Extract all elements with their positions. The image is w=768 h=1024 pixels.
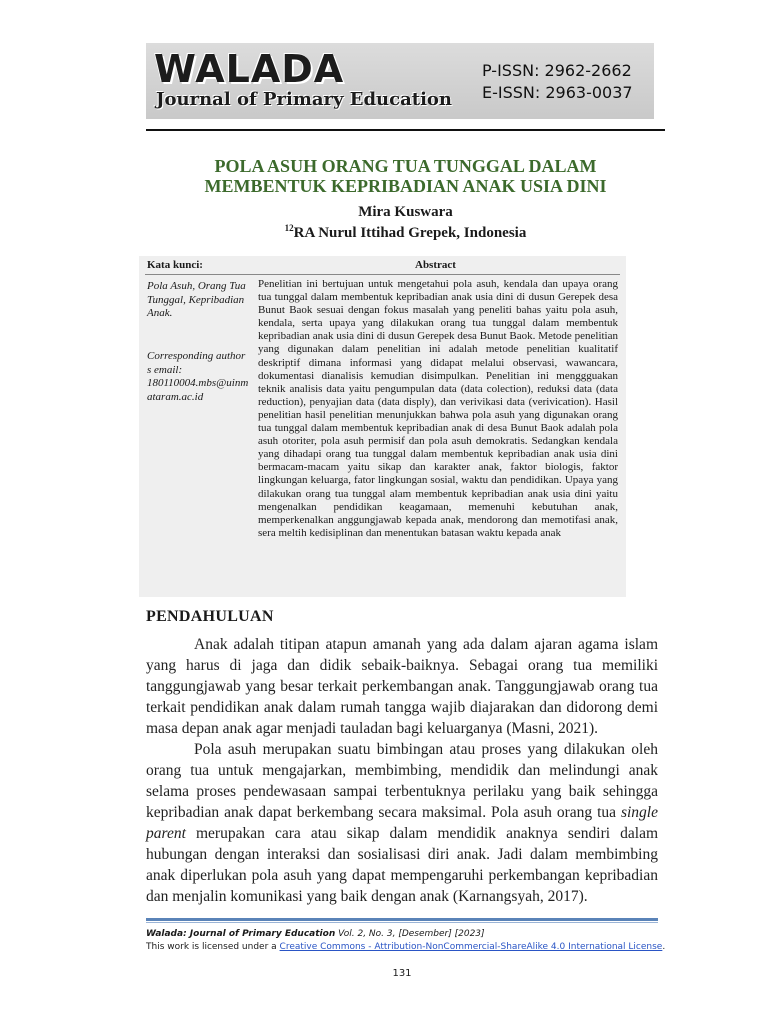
footer-divider-thin [146, 922, 658, 923]
body-text [146, 634, 658, 907]
title-line-2: MEMBENTUK KEPRIBADIAN ANAK USIA DINI [204, 176, 607, 196]
journal-logo-subtitle: Journal of Primary Education [156, 89, 452, 110]
license-link[interactable]: Creative Commons - Attribution-NonCommercial-ShareAlike 4.0 International License [279, 942, 663, 952]
author-name: Mira Kuswara [358, 204, 453, 220]
article-title [146, 156, 665, 196]
abstract-label: Abstract [415, 259, 456, 271]
journal-banner [146, 43, 654, 119]
affiliation-text: RA Nurul Ittihad Grepek, Indonesia [293, 225, 527, 241]
license-prefix: This work is licensed under a [146, 942, 277, 952]
p-issn: P-ISSN: 2962-2662 [482, 61, 632, 80]
title-line-1: POLA ASUH ORANG TUA TUNGGAL DALAM [214, 156, 597, 176]
footer-license [146, 942, 665, 952]
footer-divider [146, 918, 658, 921]
italic-term: single parent [146, 804, 658, 842]
page-number: 131 [392, 968, 412, 979]
abstract-box [139, 256, 626, 597]
license-suffix: . [662, 942, 666, 952]
journal-logo-title: WALADA [154, 47, 345, 91]
footer-citation [146, 929, 485, 939]
footer-journal-name: Walada: Journal of Primary Education [146, 929, 336, 939]
paragraph-part: Pola asuh merupakan suatu bimbingan atau proses yang dilakukan oleh orang tua untuk mengajarkan, membimbing, mendidik dan melindungi anak selama proses pendewasaan sampai terbentuknya perilaku yang baik sehingga kepribadian anak dapat berkembang secara maksimal. Pola asuh orang tua [146, 741, 658, 821]
keywords-list: Pola Asuh, Orang Tua Tunggal, Kepribadian Anak. [147, 280, 246, 319]
footer-volume: Vol. 2, No. 3, [Desember] [2023] [338, 929, 485, 939]
affiliation-superscript: 12 [284, 223, 294, 233]
e-issn: E-ISSN: 2963-0037 [482, 83, 633, 102]
corresponding-email[interactable]: 180110004.mbs@uinmataram.ac.id [147, 377, 249, 403]
corresponding-label: Corresponding authors email: [147, 350, 246, 376]
keywords-label: Kata kunci: [147, 259, 203, 271]
header-divider [146, 129, 665, 131]
abstract-header-divider [145, 274, 620, 275]
author-affiliation [146, 223, 665, 242]
corresponding-author [147, 350, 249, 404]
paragraph [146, 739, 658, 907]
paragraph-part: merupakan cara atau sikap dalam mendidik anaknya sendiri dalam hubungan dengan interaksi dan sosialisasi diri anak. Jadi dalam membimbing anak diperlukan pola asuh yang dapat mempengaruhi perkembangan kepribadian dan menjalin komunikasi yang baik dengan anak (Karnangsyah, 2017). [146, 825, 659, 905]
abstract-text: Penelitian ini bertujuan untuk mengetahui pola asuh, kendala dan upaya orang tua tunggal dalam membentuk kepribadian anak usia dini di dusun Gerepek desa Bunut Baok sesuai dengan fokus masalah yang peneliti bahas yaitu pola asuh, kendala, serta upaya yang dilakukan orang tua tunggal dalam membentuk kepribadian anak usia dini di dusun Gerepek desa Bunut Baok. Metode penelitian yang digunakan dalam penelitian ini adalah metode penelitian kualitatif deskriptif dimana informasi yang didapat melalui observasi, wawancara, dokumentasi dianalisis kemudian disimpulkan. Penelitian ini menggguakan teknik analisis data yaitu pengumpulan data (data colection), reduksi data (data reduction), penyajian data (data disply), dan verivikasi data (verivication). Hasil penelitian hasil penelitian menunjukkan bahwa pola asuh yang digunakan orang tua tunggal dalam membentuk kepribadian anak di desa Bunut Baok adalah pola asuh otoriter, pola asuh permisif dan pola asuh demokratis. Sedangkan kendala yang dihadapi orang tua tunggal dalam membentuk kepribadian anak usia dini bermacam-macam yaitu sikap dan karakter anak, faktor biologis, faktor lingkungan keluarga, fator lingkungan sosial, waktu dan pendidikan. Upaya yang dilakukan orang tua tunggal alam membentuk kepribadian anak usia dini yaitu mengenalkan pendidikan keagamaan, memenuhi kebutuhan anak, memperkenalkan anggungjawab kepada anak, mendorong dan memotifasi anak, sera meltih kedisiplinan dan menentukan batasan waktu kepada anak [258, 278, 618, 539]
paragraph: Anak adalah titipan atapun amanah yang ada dalam ajaran agama islam yang harus di jaga dan didik sebaik-baiknya. Sebagai orang tua memiliki tanggungjawab yang besar terkait perkembangan anak. Tanggungjawab orang tua terkait pendidikan anak dalam rumah tangga wajib diajarakan dan didorong demi masa depan anak agar menjadi tauladan bagi keluarganya (Masni, 2021). [146, 636, 658, 737]
section-heading: PENDAHULUAN [146, 608, 274, 625]
